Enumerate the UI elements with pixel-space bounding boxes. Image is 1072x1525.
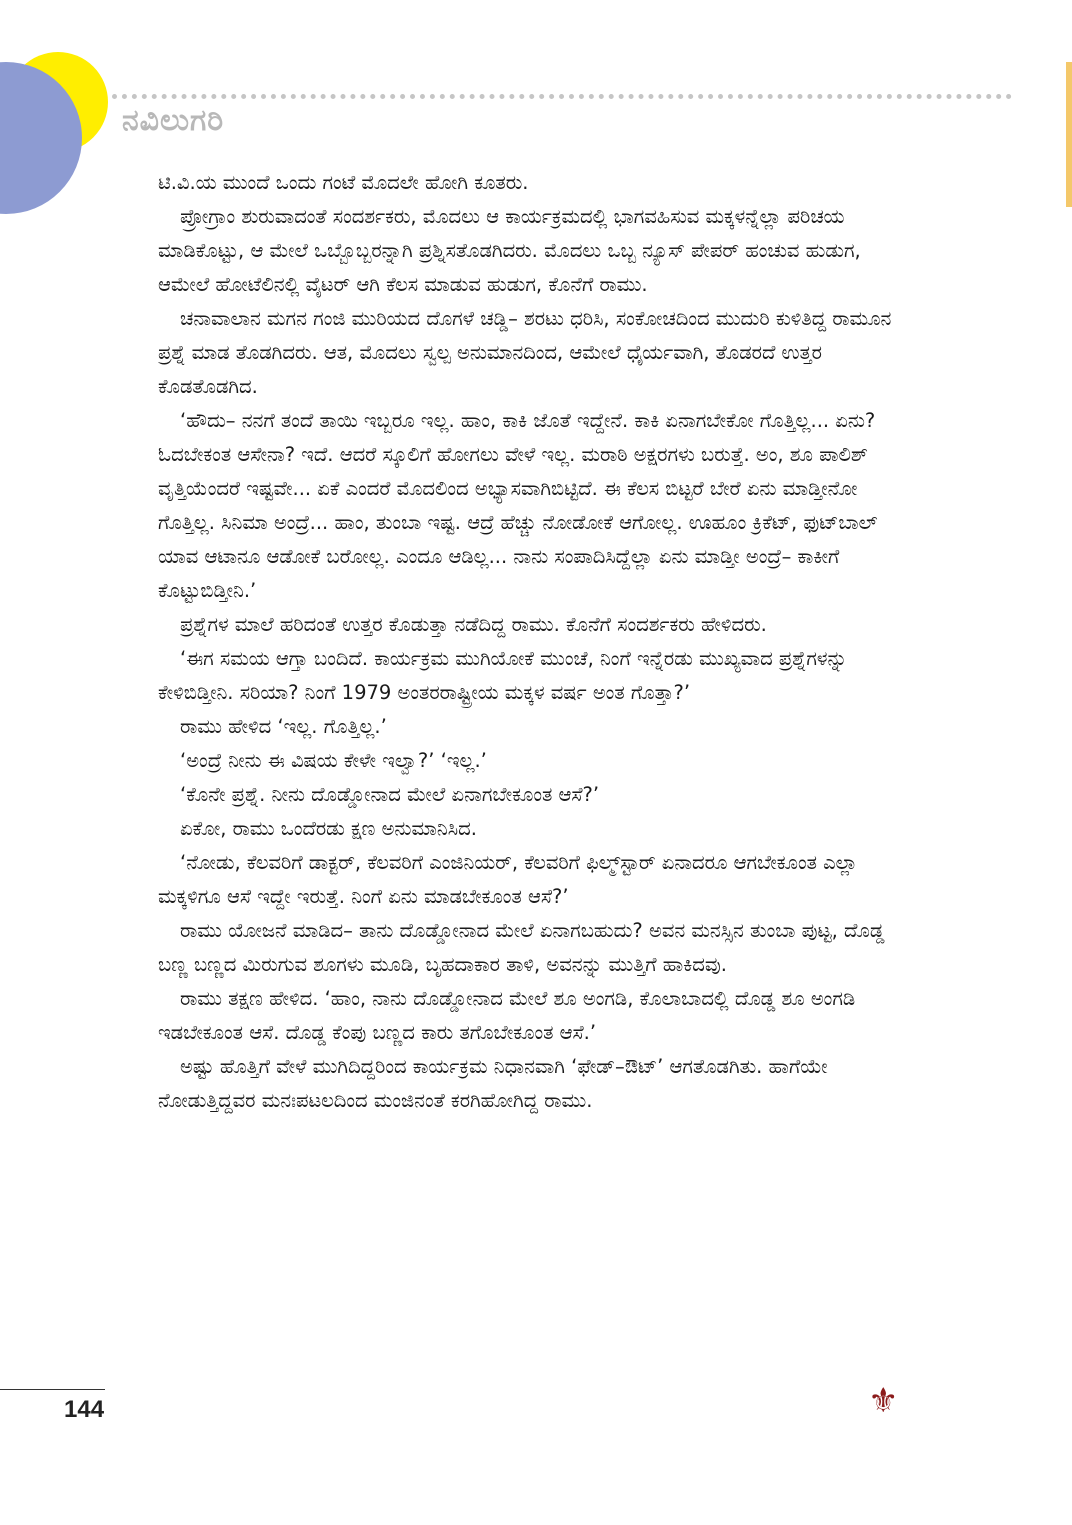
paragraph: ಅಷ್ಟು ಹೊತ್ತಿಗೆ ವೇಳೆ ಮುಗಿದಿದ್ದರಿಂದ ಕಾರ್ಯಕ್ರಮ ನಿಧಾನವಾಗಿ ‘ಫೇಡ್–ಔಟ್’ ಆಗತೊಡಗಿತು. ಹಾಗೆಯೇ ನೋಡುತ್ತಿದ್ದವರ ಮನಃಪಟಲದಿಂದ ಮಂಜಿನಂತೆ ಕರಗಿಹೋಗಿದ್ದ ರಾಮು. — [158, 1055, 828, 1112]
paragraph: ಚನಾವಾಲಾನ ಮಗನ ಗಂಜಿ ಮುರಿಯದ ದೊಗಳೆ ಚಡ್ಡಿ– ಶರಟು ಧರಿಸಿ, ಸಂಕೋಚದಿಂದ ಮುದುರಿ ಕುಳಿತಿದ್ದ ರಾಮೂನ ಪ್ರಶ್ನೆ ಮಾಡ ತೊಡಗಿದರು. ಆತ, ಮೊದಲು ಸ್ವಲ್ಪ ಅನುಮಾನದಿಂದ, ಆಮೇಲೆ ಧೈರ್ಯವಾಗಿ, ತೊಡರದೆ ಉತ್ತರ ಕೊಡತೊಡಗಿದ. — [158, 307, 892, 398]
paragraph: ‘ಅಂದ್ರೆ ನೀನು ಈ ವಿಷಯ ಕೇಳೇ ಇಲ್ವಾ?’ ‘ಇಲ್ಲ.’ — [180, 749, 487, 772]
chapter-title: ನವಿಲುಗರಿ — [122, 103, 225, 138]
page-number: 144 — [64, 1396, 105, 1423]
paragraph: ರಾಮು ಹೇಳಿದ ‘ಇಲ್ಲ. ಗೊತ್ತಿಲ್ಲ.’ — [180, 715, 387, 738]
paragraph: ರಾಮು ತಕ್ಷಣ ಹೇಳಿದ. ‘ಹಾಂ, ನಾನು ದೊಡ್ಡೋನಾದ ಮೇಲೆ ಶೂ ಅಂಗಡಿ, ಕೊಲಾಬಾದಲ್ಲಿ ದೊಡ್ಡ ಶೂ ಅಂಗಡಿ ಇಡಬೇಕೂಂತ ಆಸೆ. ದೊಡ್ಡ ಕೆಂಪು ಬಣ್ಣದ ಕಾರು ತಗೊಬೇಕೂಂತ ಆಸೆ.’ — [158, 987, 856, 1044]
page-number-rule — [0, 1389, 105, 1390]
paragraph: ‘ಕೊನೇ ಪ್ರಶ್ನೆ. ನೀನು ದೊಡ್ಡೋನಾದ ಮೇಲೆ ಏನಾಗಬೇಕೂಂತ ಆಸೆ?’ — [180, 783, 600, 806]
side-edge-tab — [1066, 62, 1072, 207]
paragraph: ಏಕೋ, ರಾಮು ಒಂದೆರಡು ಕ್ಷಣ ಅನುಮಾನಿಸಿದ. — [180, 817, 477, 840]
paragraph: ಪ್ರಶ್ನೆಗಳ ಮಾಲೆ ಹರಿದಂತೆ ಉತ್ತರ ಕೊಡುತ್ತಾ ನಡೆದಿದ್ದ ರಾಮು. ಕೊನೆಗೆ ಸಂದರ್ಶಕರು ಹೇಳಿದರು. — [180, 613, 767, 636]
paragraph: ರಾಮು ಯೋಜನೆ ಮಾಡಿದ– ತಾನು ದೊಡ್ಡೋನಾದ ಮೇಲೆ ಏನಾಗಬಹುದು? ಅವನ ಮನಸ್ಸಿನ ತುಂಬಾ ಪುಟ್ಟ, ದೊಡ್ಡ ಬಣ್ಣ ಬಣ್ಣದ ಮಿರುಗುವ ಶೂಗಳು ಮೂಡಿ, ಬೃಹದಾಕಾರ ತಾಳಿ, ಅವನನ್ನು ಮುತ್ತಿಗೆ ಹಾಕಿದವು. — [158, 919, 885, 976]
paragraph: ಪ್ರೋಗ್ರಾಂ ಶುರುವಾದಂತೆ ಸಂದರ್ಶಕರು, ಮೊದಲು ಆ ಕಾರ್ಯಕ್ರಮದಲ್ಲಿ ಭಾಗವಹಿಸುವ ಮಕ್ಕಳನ್ನೆಲ್ಲಾ ಪರಿಚಯ ಮಾಡಿಕೊಟ್ಟು, ಆ ಮೇಲೆ ಒಬ್ಬೊಬ್ಬರನ್ನಾಗಿ ಪ್ರಶ್ನಿಸತೊಡಗಿದರು. ಮೊದಲು ಒಬ್ಬ ನ್ಯೂಸ್ ಪೇಪರ್ ಹಂಚುವ ಹುಡುಗ, ಆಮೇಲೆ ಹೋಟೆಲಿನಲ್ಲಿ ವೈಟರ್ ಆಗಿ ಕೆಲಸ ಮಾಡುವ ಹುಡುಗ, ಕೊನೆಗೆ ರಾಮು. — [158, 205, 861, 296]
paragraph: ‘ನೋಡು, ಕೆಲವರಿಗೆ ಡಾಕ್ಟರ್, ಕೆಲವರಿಗೆ ಎಂಜಿನಿಯರ್, ಕೆಲವರಿಗೆ ಫಿಲ್ಮ್‌ಸ್ಟಾರ್ ಏನಾದರೂ ಆಗಬೇಕೂಂತ ಎಲ್ಲಾ ಮಕ್ಕಳಿಗೂ ಆಸೆ ಇದ್ದೇ ಇರುತ್ತೆ. ನಿಂಗೆ ಏನು ಮಾಡಬೇಕೂಂತ ಆಸೆ?’ — [158, 851, 858, 908]
paragraph: ‘ಹೌದು– ನನಗೆ ತಂದೆ ತಾಯಿ ಇಬ್ಬರೂ ಇಲ್ಲ. ಹಾಂ, ಕಾಕಿ ಜೊತೆ ಇದ್ದೇನೆ. ಕಾಕಿ ಏನಾಗಬೇಕೋ ಗೊತ್ತಿಲ್ಲ... ಏನು? ಓದಬೇಕಂತ ಆಸೇನಾ? ಇದೆ. ಆದರೆ ಸ್ಕೂಲಿಗೆ ಹೋಗಲು ವೇಳೆ ಇಲ್ಲ. ಮರಾಠಿ ಅಕ್ಷರಗಳು ಬರುತ್ತೆ. ಅಂ, ಶೂ ಪಾಲಿಶ್ ವೃತ್ತಿಯೆಂದರೆ ಇಷ್ಟವೇ... ಏಕೆ ಎಂದರೆ ಮೊದಲಿಂದ ಅಭ್ಯಾಸವಾಗಿಬಿಟ್ಟಿದೆ. ಈ ಕೆಲಸ ಬಿಟ್ಟರೆ ಬೇರೆ ಏನು ಮಾಡ್ತೀನೋ ಗೊತ್ತಿಲ್ಲ. ಸಿನಿಮಾ ಅಂದ್ರೆ... ಹಾಂ, ತುಂಬಾ ಇಷ್ಟ. ಆದ್ರೆ ಹೆಚ್ಚು ನೋಡೋಕೆ ಆಗೋಲ್ಲ. ಊಹೂಂ ಕ್ರಿಕೆಟ್, ಫುಟ್‌ಬಾಲ್ ಯಾವ ಆಟಾನೂ ಆಡೋಕೆ ಬರೋಲ್ಲ. ಎಂದೂ ಆಡಿಲ್ಲ... ನಾನು ಸಂಪಾದಿಸಿದ್ದೆಲ್ಲಾ ಏನು ಮಾಡ್ತೀ ಅಂದ್ರೆ– ಕಾಕೀಗೆ ಕೊಟ್ಟುಬಿಡ್ತೀನಿ.’ — [158, 409, 878, 602]
paragraph: ‘ಈಗ ಸಮಯ ಆಗ್ತಾ ಬಂದಿದೆ. ಕಾರ್ಯಕ್ರಮ ಮುಗಿಯೋಕೆ ಮುಂಚೆ, ನಿಂಗೆ ಇನ್ನೆರಡು ಮುಖ್ಯವಾದ ಪ್ರಶ್ನೆಗಳನ್ನು ಕೇಳಿಬಿಡ್ತೀನಿ. ಸರಿಯಾ? ನಿಂಗೆ 1979 ಅಂತರರಾಷ್ಟ್ರೀಯ ಮಕ್ಕಳ ವರ್ಷ ಅಂತ ಗೊತ್ತಾ?’ — [158, 647, 848, 704]
body-text — [158, 166, 908, 1118]
paragraph: ಟಿ.ವಿ.ಯ ಮುಂದೆ ಒಂದು ಗಂಟೆ ಮೊದಲೇ ಹೋಗಿ ಕೂತರು. — [158, 171, 529, 194]
fleur-de-lis-icon: ⚜ — [868, 1381, 899, 1421]
header-dotted-rule — [112, 94, 1012, 99]
